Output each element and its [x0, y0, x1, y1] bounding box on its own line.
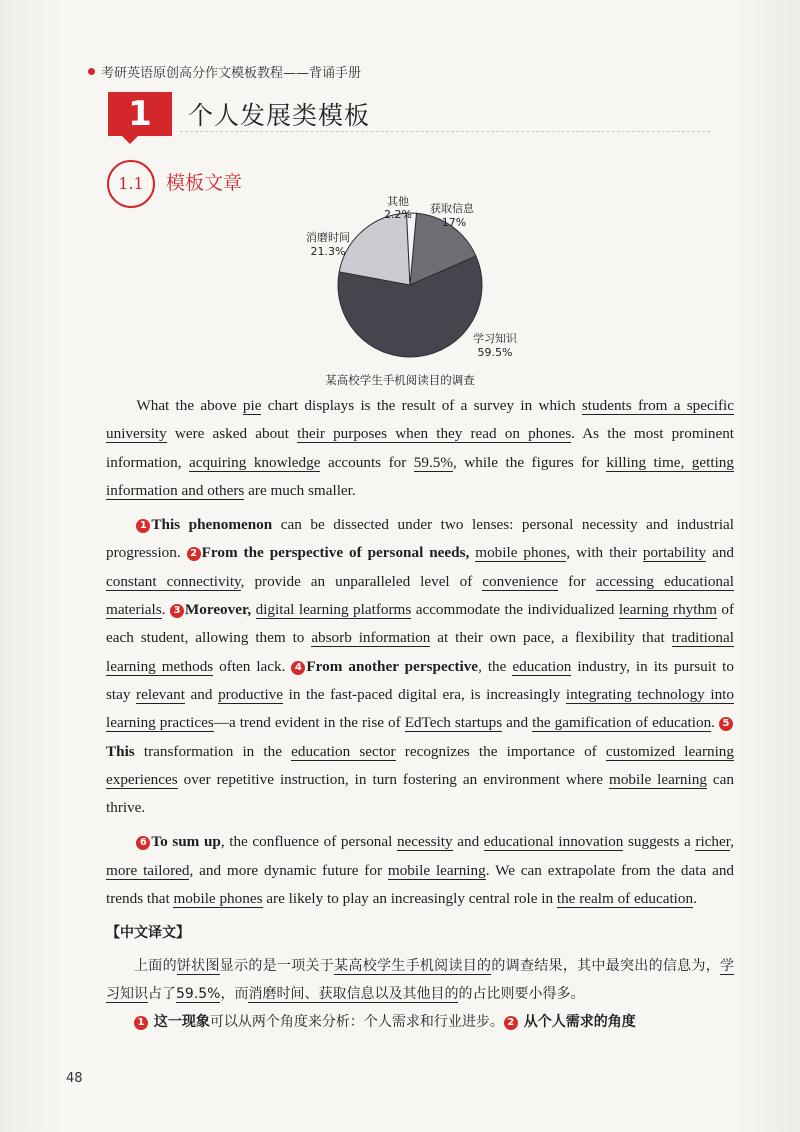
text: , the confluence of personal [220, 833, 397, 851]
paragraph-1 [106, 392, 734, 505]
pie-value-label: 21.3% [310, 245, 346, 258]
pie-label: 消磨时间 [306, 231, 350, 244]
text [251, 601, 255, 618]
underlined-phrase: EdTech startups [404, 714, 503, 732]
bold-phrase: This [106, 742, 135, 760]
chapter-divider [180, 131, 710, 132]
underlined-phrase: portability [642, 544, 707, 562]
text: 上面的 [134, 957, 177, 974]
underlined-phrase: 饼状图 [176, 957, 220, 974]
paragraph-3 [106, 828, 734, 913]
chapter-title: 个人发展类模板 [188, 101, 371, 130]
underlined-phrase: constant connectivity [106, 572, 241, 590]
sentence-number-icon: 5 [719, 717, 733, 731]
text: . [161, 601, 170, 619]
running-header-text: 考研英语原创高分作文模板教程——背诵手册 [101, 66, 362, 81]
pie-value-label: 59.5% [477, 346, 513, 359]
sentence-number-icon: 6 [136, 836, 150, 850]
underlined-phrase: education sector [291, 742, 396, 760]
underlined-phrase: 学习知识 [106, 957, 735, 1002]
running-header [88, 62, 361, 81]
underlined-phrase: 59.5% [413, 453, 453, 471]
text: , [730, 833, 735, 851]
bold-phrase: 从个人需求的角度 [523, 1013, 636, 1030]
underlined-phrase: 59.5% [176, 985, 221, 1002]
section-number-badge: 1.1 [107, 160, 155, 208]
underlined-phrase: convenience [482, 572, 559, 590]
underlined-phrase: integrating technology into learning practices [106, 685, 734, 732]
text: recognizes the importance of [395, 742, 606, 760]
underlined-phrase: digital learning platforms [255, 601, 412, 619]
pie-label: 获取信息 [430, 202, 474, 215]
text: 可以从两个角度来分析：个人需求和行业进步。 [209, 1013, 504, 1030]
bullet-dot-icon [88, 68, 95, 75]
text: , with their [566, 544, 643, 562]
text: often lack. [213, 657, 292, 675]
underlined-phrase: richer [695, 833, 731, 851]
text: 占了 [148, 985, 176, 1002]
text: . [711, 714, 719, 732]
sentence-number-icon: 1 [134, 1016, 148, 1030]
text: What the above [136, 397, 243, 414]
chapter-number-badge: 1 [108, 92, 172, 136]
text: can be dissected under two lenses: personal necessity and industrial progression. [106, 516, 734, 562]
pie-value-label: 2.2% [384, 208, 412, 221]
underlined-phrase: learning rhythm [618, 601, 717, 619]
underlined-phrase: the realm of education [556, 890, 694, 908]
text: and [706, 544, 735, 562]
sentence-number-icon: 3 [170, 604, 184, 618]
pie-value-label: 17% [441, 216, 467, 229]
text: over repetitive instruction, in turn fostering an environment where [177, 770, 610, 788]
essay-body [106, 392, 734, 1036]
underlined-phrase: 消磨时间、获取信息以及其他目的 [248, 985, 459, 1002]
bold-phrase: This phenomenon [151, 516, 273, 534]
translation-paragraph-2 [106, 1008, 734, 1036]
text: were asked about [166, 425, 298, 443]
text: accounts for [320, 453, 414, 471]
text: —a trend evident in the rise of [213, 714, 405, 732]
pie-label: 其他 [387, 195, 409, 208]
underlined-phrase: acquiring knowledge [188, 453, 321, 471]
text: 的占比则要小得多。 [458, 985, 585, 1002]
underlined-phrase: mobile learning [609, 770, 707, 788]
chapter-badge-tail [120, 134, 140, 144]
sentence-number-icon: 2 [187, 547, 201, 561]
text: , provide an unparalleled level of [240, 572, 483, 590]
underlined-phrase: necessity [396, 833, 453, 851]
bold-phrase: From another perspective [306, 657, 479, 675]
text: suggests a [623, 833, 696, 851]
translation-body [106, 952, 734, 1036]
underlined-phrase: mobile learning [387, 861, 486, 879]
text: are likely to play an increasingly central role in [262, 890, 557, 908]
text: chart displays is the result of a survey in which [261, 397, 582, 414]
bold-phrase: 这一现象 [153, 1013, 210, 1030]
text: for [558, 572, 596, 590]
bold-phrase: To sum up [151, 833, 221, 851]
underlined-phrase: mobile phones [475, 544, 567, 562]
bold-phrase: Moreover, [184, 601, 252, 619]
underlined-phrase: traditional learning methods [106, 629, 734, 675]
underlined-phrase: students from a specific university [106, 397, 734, 443]
text: and [502, 714, 533, 732]
underlined-phrase: their purposes when they read on phones [297, 425, 572, 443]
sentence-number-icon: 4 [291, 661, 305, 675]
underlined-phrase: pie [242, 397, 262, 414]
section-title: 模板文章 [166, 172, 243, 194]
text: accommodate the individualized [411, 601, 619, 619]
underlined-phrase: relevant [136, 685, 185, 703]
underlined-phrase: 某高校学生手机阅读目的 [334, 957, 492, 974]
underlined-phrase: mobile phones [173, 890, 263, 908]
pie-slice [339, 213, 410, 285]
text: , the [478, 657, 513, 675]
text: , and more dynamic future for [189, 861, 388, 879]
underlined-phrase: educational innovation [483, 833, 624, 851]
text: in the fast-paced digital era, is increasingly [283, 685, 566, 703]
sentence-number-icon: 1 [136, 519, 150, 533]
text: and [452, 833, 484, 851]
text: are much smaller. [244, 481, 356, 499]
text: , while the figures for [453, 453, 607, 471]
pie-label: 学习知识 [473, 332, 517, 345]
text: can thrive. [106, 770, 734, 817]
text: and [184, 685, 219, 703]
text: . [693, 890, 697, 908]
text: . As the most prominent information, [106, 425, 735, 471]
pie-chart [280, 185, 540, 370]
underlined-phrase: productive [218, 685, 284, 703]
underlined-phrase: more tailored [106, 861, 190, 879]
text: at their own pace, a flexibility that [430, 629, 672, 647]
underlined-phrase: the gamification of education [532, 714, 712, 732]
page-number: 48 [66, 1071, 83, 1086]
underlined-phrase: accessing educational materials [106, 572, 734, 619]
underlined-phrase: customized learning experiences [106, 742, 734, 788]
underlined-phrase: education [512, 657, 572, 675]
underlined-phrase: killing time, getting information and others [106, 453, 734, 499]
underlined-phrase: absorb information [311, 629, 431, 647]
text: 的调查结果，其中最突出的信息为， [491, 957, 721, 974]
text: ，而 [220, 985, 249, 1002]
chart-caption: 某高校学生手机阅读目的调查 [325, 373, 475, 387]
translation-heading: 【中文译文】 [106, 925, 190, 942]
bold-phrase: From the perspective of personal needs, [201, 544, 470, 562]
text: of each student, allowing them to [106, 601, 735, 647]
paragraph-2 [106, 511, 734, 822]
sentence-number-icon: 2 [504, 1016, 518, 1030]
text: . We can extrapolate from the data and trends that [106, 861, 735, 908]
text: transformation in the [134, 742, 292, 760]
translation-paragraph-1 [106, 952, 734, 1008]
text: 显示的是一项关于 [219, 957, 335, 974]
text: industry, in its pursuit to stay [106, 657, 734, 703]
